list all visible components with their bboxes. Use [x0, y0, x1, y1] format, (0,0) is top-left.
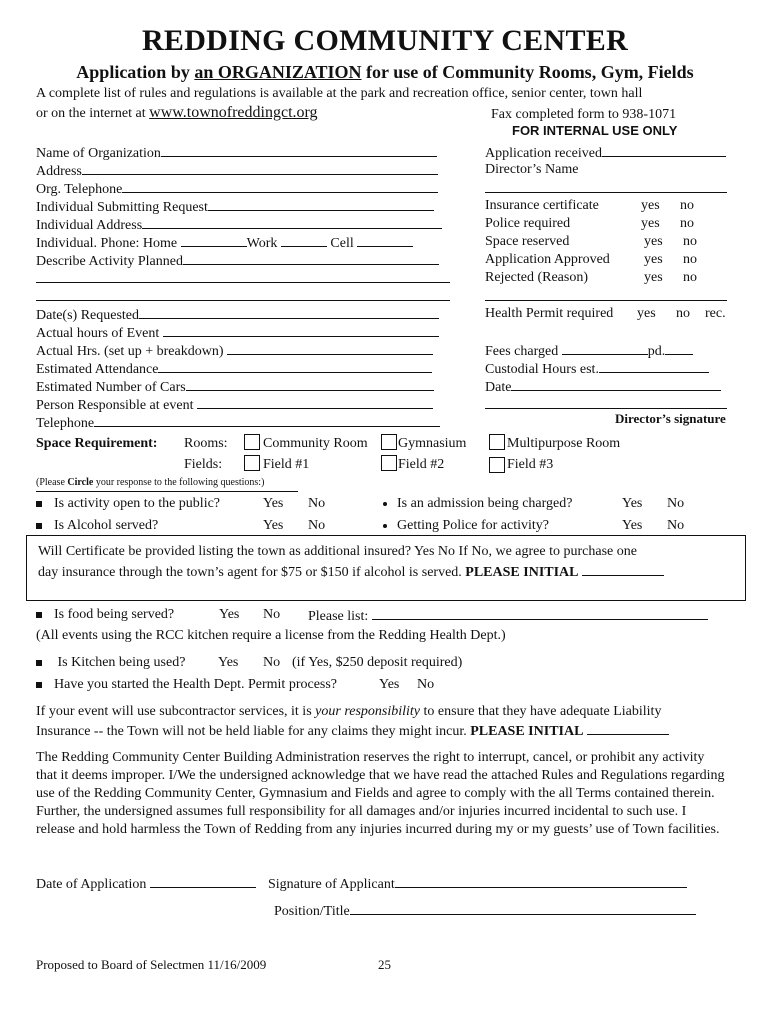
page-subtitle	[0, 62, 770, 83]
app-received-field[interactable]	[485, 144, 726, 162]
yes-option[interactable]: yes	[644, 234, 663, 249]
yes-option[interactable]: Yes	[263, 496, 284, 511]
individual-address-field[interactable]	[36, 216, 442, 234]
circle-note-post: your response to the following questions:)	[93, 477, 265, 488]
intro-line-1: A complete list of rules and regulations is available at the park and recreation office, senior center, town hall	[36, 86, 643, 101]
website-link[interactable]: www.townofreddingct.org	[149, 104, 318, 121]
yes-option[interactable]: Yes	[219, 607, 240, 622]
terms-paragraph: The Redding Community Center Building Administration reserves the right to interrupt, cancel, or prohibit any activity that it deems improper. I/We the undersigned acknowledge that we have read the attached Rules and Regulations regarding use of the Redding Community Center, Gymnasium and Fields and agree to comply with the all Terms contained therein. Further, the undersigned assumes full responsibility for all damages and/or injuries incurred incidental to such use. I release and hold harmless the Town of Redding from any injuries incurred during my or my guests’ use of Town facilities.	[36, 750, 725, 837]
org-phone-field[interactable]	[36, 180, 438, 198]
sub-text: Insurance -- the Town will not be held liable for any claims they might incur.	[36, 724, 467, 739]
no-option[interactable]: no	[683, 252, 697, 267]
bullet-icon	[383, 524, 387, 528]
bullet-icon	[36, 523, 42, 529]
yes-option[interactable]: yes	[641, 216, 660, 231]
bullet-icon	[36, 660, 42, 666]
footer-note: Proposed to Board of Selectmen 11/16/2009	[36, 957, 267, 972]
describe-line-2[interactable]	[36, 270, 450, 288]
sub-text-post: to ensure that they have adequate Liability	[420, 704, 662, 719]
no-option[interactable]: No	[308, 496, 326, 511]
no-option[interactable]: No	[417, 677, 435, 692]
internal-use-header: FOR INTERNAL USE ONLY	[512, 123, 678, 138]
yes-option[interactable]: Yes	[622, 518, 643, 533]
actual-hrs-setup-field[interactable]	[36, 342, 433, 360]
question-food	[36, 607, 174, 623]
yes-option[interactable]: yes	[641, 198, 660, 213]
question-text: Is an admission being charged?	[397, 496, 573, 511]
org-name-field[interactable]	[36, 144, 437, 162]
bullet-icon	[36, 501, 42, 507]
no-option[interactable]: no	[680, 198, 694, 213]
rec-option[interactable]: rec.	[705, 306, 726, 321]
org-name-label: Name of Organization	[36, 146, 161, 161]
health-permit-label: Health Permit required	[485, 306, 614, 321]
no-option[interactable]: no	[680, 216, 694, 231]
director-signature-label: Director’s signature	[615, 411, 726, 426]
position-title-label: Position/Title	[274, 904, 350, 919]
describe-activity-field[interactable]	[36, 252, 439, 270]
address-field[interactable]	[36, 162, 438, 180]
space-requirement-label: Space Requirement:	[36, 436, 158, 451]
yes-option[interactable]: Yes	[622, 496, 643, 511]
circle-note-underline	[36, 491, 298, 492]
director-name-label: Director’s Name	[485, 162, 579, 177]
no-option[interactable]: No	[263, 655, 281, 670]
food-list-label: Please list:	[308, 609, 369, 624]
intro-line-2	[36, 104, 318, 122]
initial-line[interactable]	[587, 722, 669, 735]
custodial-label: Custodial Hours est.	[485, 362, 599, 377]
question-text: Getting Police for activity?	[397, 518, 550, 533]
internal-row-rejected	[485, 270, 588, 286]
gymnasium-label: Gymnasium	[398, 436, 467, 451]
question-text: Is Kitchen being used?	[57, 655, 186, 670]
dates-requested-label: Date(s) Requested	[36, 308, 140, 323]
field-3-label: Field #3	[507, 457, 554, 472]
sub-text-pre: If your event will use subcontractor services, it is	[36, 704, 316, 719]
yes-option[interactable]: yes	[644, 252, 663, 267]
fax-note: Fax completed form to 938-1071	[491, 107, 677, 122]
internal-row-police	[485, 216, 570, 232]
attendance-label: Estimated Attendance	[36, 362, 159, 377]
director-name-line[interactable]	[485, 180, 727, 198]
internal-date-label: Date	[485, 380, 512, 395]
yes-option[interactable]: Yes	[218, 655, 239, 670]
application-date-field[interactable]	[36, 875, 256, 893]
actual-hours-field[interactable]	[36, 324, 439, 342]
row-label: Application Approved	[485, 252, 610, 267]
row-label: Space reserved	[485, 234, 570, 249]
position-title-field[interactable]	[274, 902, 696, 920]
community-room-label: Community Room	[263, 436, 368, 451]
yes-option[interactable]: yes	[637, 306, 656, 321]
gymnasium-checkbox[interactable]	[381, 434, 397, 450]
field-3-checkbox[interactable]	[489, 457, 505, 473]
yes-option[interactable]: yes	[644, 270, 663, 285]
fees-label: Fees charged	[485, 344, 559, 359]
community-room-checkbox[interactable]	[244, 434, 260, 450]
describe-activity-label: Describe Activity Planned	[36, 254, 183, 269]
custodial-field[interactable]	[485, 360, 709, 378]
rejected-reason-line[interactable]	[485, 288, 727, 306]
telephone-label: Telephone	[36, 416, 95, 431]
no-option[interactable]: no	[683, 270, 697, 285]
individual-request-label: Individual Submitting Request	[36, 200, 208, 215]
fees-field[interactable]	[485, 342, 693, 360]
question-public	[36, 496, 220, 512]
question-text: Have you started the Health Dept. Permit process?	[54, 677, 338, 692]
describe-line-3[interactable]	[36, 288, 450, 306]
subcontractor-line-2	[36, 722, 669, 740]
question-text: Is food being served?	[54, 607, 175, 622]
internal-row-space	[485, 234, 569, 250]
please-initial-label: PLEASE INITIAL	[470, 724, 584, 739]
fees-pd-label: pd.	[647, 344, 666, 359]
fields-label: Fields:	[184, 457, 223, 472]
intro-text: or on the internet at	[36, 106, 146, 121]
page-title: REDDING COMMUNITY CENTER	[141, 24, 629, 57]
row-label: Rejected (Reason)	[485, 270, 589, 285]
dates-requested-field[interactable]	[36, 306, 439, 324]
yes-option[interactable]: Yes	[263, 518, 284, 533]
phone-cell-label: Cell	[330, 236, 354, 251]
row-label: Police required	[485, 216, 571, 231]
question-alcohol	[36, 518, 158, 534]
initial-line[interactable]	[582, 563, 664, 576]
individual-address-label: Individual Address	[36, 218, 143, 233]
kitchen-license-note: (All events using the RCC kitchen require a license from the Redding Health Dept.)	[36, 628, 506, 643]
no-option[interactable]: no	[676, 306, 690, 321]
actual-hours-label: Actual hours of Event	[36, 326, 160, 341]
internal-row-insurance	[485, 198, 599, 214]
address-label: Address	[36, 164, 82, 179]
circle-note	[36, 477, 264, 489]
field-2-label: Field #2	[398, 457, 445, 472]
field-1-checkbox[interactable]	[244, 455, 260, 471]
insurance-line-1: Will Certificate be provided listing the town as additional insured? Yes No If No, we agree to purchase one	[38, 544, 637, 559]
page-number: 25	[378, 957, 391, 972]
no-option[interactable]: No	[308, 518, 326, 533]
app-received-label: Application received	[485, 146, 603, 161]
question-kitchen	[36, 655, 185, 671]
no-option[interactable]: no	[683, 234, 697, 249]
question-police	[383, 518, 549, 534]
please-initial-label: PLEASE INITIAL	[465, 565, 579, 580]
cars-label: Estimated Number of Cars	[36, 380, 186, 395]
individual-request-field[interactable]	[36, 198, 434, 216]
no-option[interactable]: No	[263, 607, 281, 622]
question-text: Is Alcohol served?	[54, 518, 159, 533]
insurance-line-2	[38, 563, 664, 581]
insurance-text: day insurance through the town’s agent for $75 or $150 if alcohol is served.	[38, 565, 462, 580]
subtitle-post: for use of Community Rooms, Gym, Fields	[361, 62, 694, 82]
application-date-label: Date of Application	[36, 877, 147, 892]
org-phone-label: Org. Telephone	[36, 182, 123, 197]
rooms-label: Rooms:	[184, 436, 228, 451]
multipurpose-room-checkbox[interactable]	[489, 434, 505, 450]
actual-hrs-setup-label: Actual Hrs. (set up + breakdown)	[36, 344, 224, 359]
bullet-icon	[36, 682, 42, 688]
internal-row-approved	[485, 252, 610, 268]
responsible-field[interactable]	[36, 396, 433, 414]
telephone-field[interactable]	[36, 414, 440, 432]
cars-field[interactable]	[36, 378, 434, 396]
bullet-icon	[36, 612, 42, 618]
phone-work-label: Work	[246, 236, 278, 251]
internal-date-field[interactable]	[485, 378, 721, 396]
food-list-field[interactable]	[308, 607, 708, 625]
yes-option[interactable]: Yes	[379, 677, 400, 692]
subtitle-emphasis: an ORGANIZATION	[194, 62, 362, 82]
no-option[interactable]: No	[667, 496, 685, 511]
responsible-label: Person Responsible at event	[36, 398, 194, 413]
kitchen-deposit-note: (if Yes, $250 deposit required)	[292, 655, 463, 670]
multipurpose-room-label: Multipurpose Room	[507, 436, 621, 451]
phone-home-label: Individual. Phone: Home	[36, 236, 178, 251]
question-permit	[36, 677, 337, 693]
field-2-checkbox[interactable]	[381, 455, 397, 471]
circle-note-pre: (Please	[36, 477, 68, 488]
row-label: Insurance certificate	[485, 198, 599, 213]
applicant-signature-label: Signature of Applicant	[268, 877, 395, 892]
sub-text-emphasis: your responsibility	[315, 704, 421, 719]
bullet-icon	[383, 502, 387, 506]
field-1-label: Field #1	[263, 457, 310, 472]
circle-note-bold: Circle	[67, 477, 94, 488]
subtitle-pre: Application by	[76, 62, 195, 82]
individual-phone-field[interactable]	[36, 234, 413, 252]
no-option[interactable]: No	[667, 518, 685, 533]
question-admission	[383, 496, 572, 512]
question-text: Is activity open to the public?	[54, 496, 221, 511]
applicant-signature-field[interactable]	[268, 875, 687, 893]
subcontractor-line-1	[36, 704, 661, 720]
attendance-field[interactable]	[36, 360, 432, 378]
